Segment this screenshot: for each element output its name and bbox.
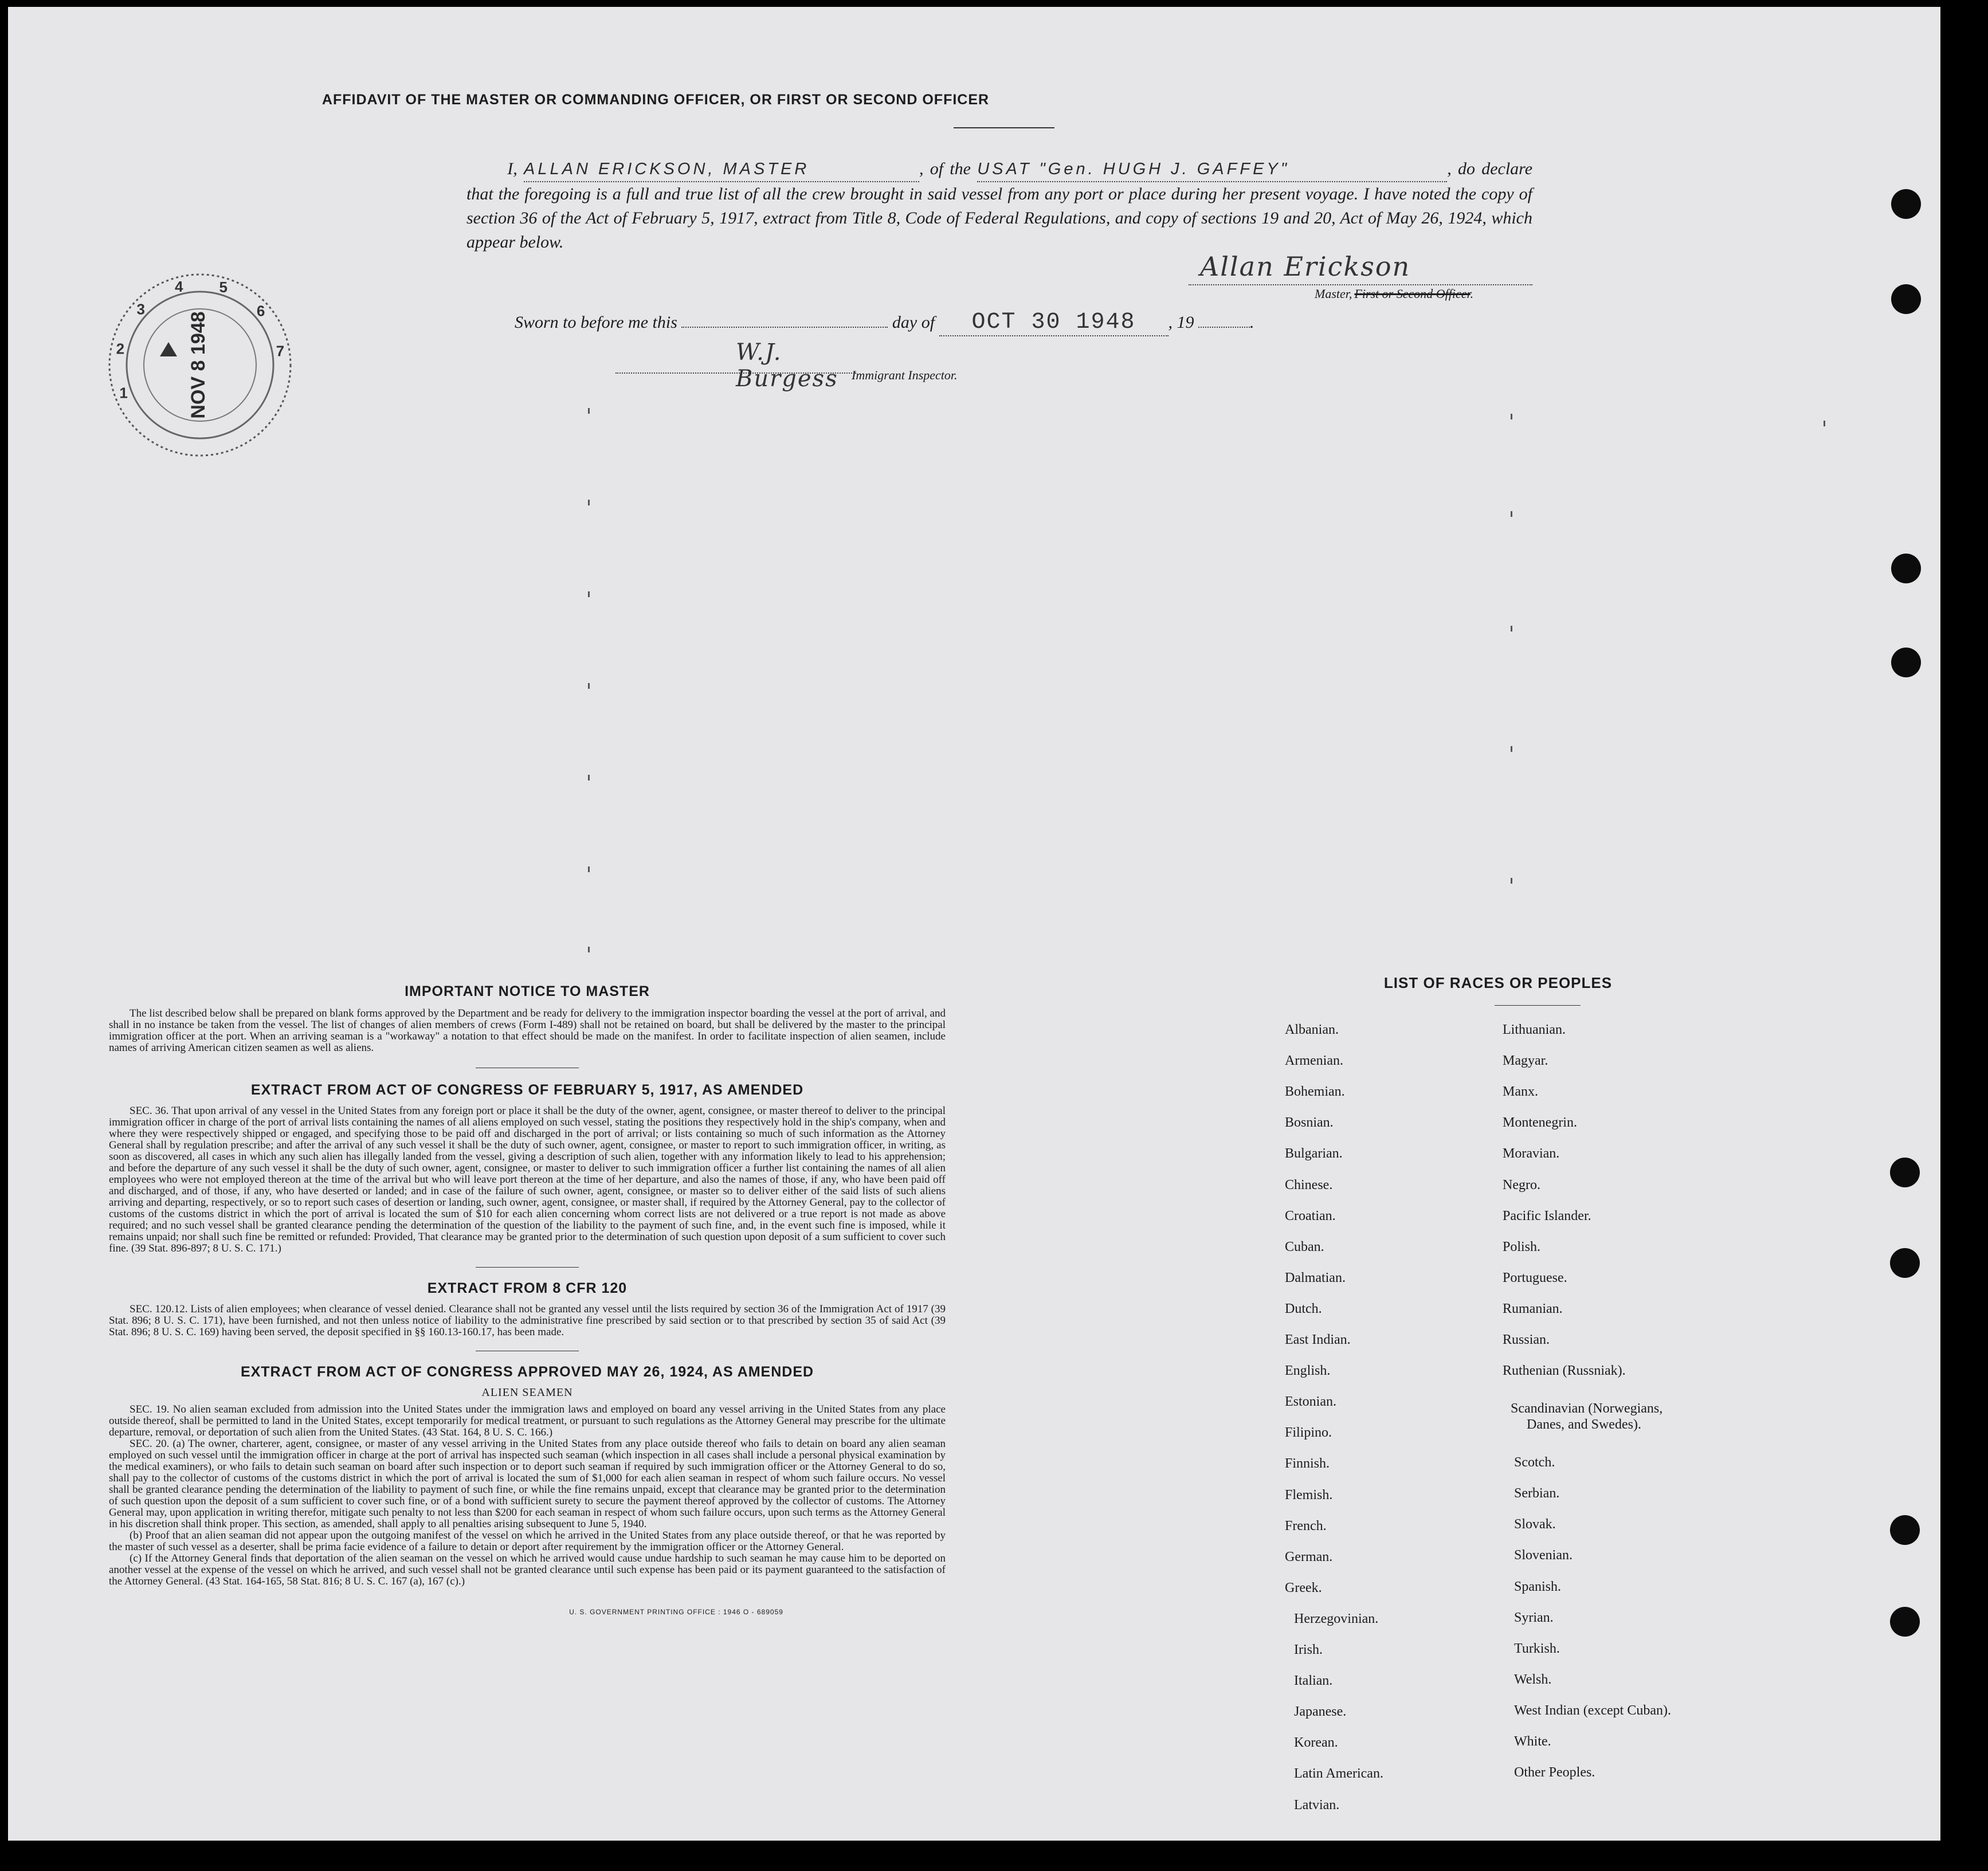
inspection-seal-stamp: [105, 270, 295, 460]
race-item: Flemish.: [1285, 1487, 1333, 1503]
seal-ring-number: 5: [219, 279, 228, 296]
guide-tick: [1511, 626, 1512, 631]
race-item: Chinese.: [1285, 1177, 1333, 1193]
punch-hole: [1891, 284, 1921, 314]
seal-ring-number: 2: [116, 340, 125, 358]
race-item: Magyar.: [1503, 1053, 1548, 1069]
master-label: Master,: [1315, 287, 1352, 301]
sworn-prefix: Sworn to before me this: [515, 313, 677, 332]
race-item: Bulgarian.: [1285, 1146, 1343, 1162]
extract-1924-sec20b: (b) Proof that an alien seaman did not appear upon the outgoing manifest of the vessel on which he arrived in the United States from any place outside thereof, or that he was reported by the master of such vessel as a deserter, shall be prima facie evidence of a failure to detain or deport after requirement by the immigration officer or the Attorney General.: [109, 1529, 946, 1553]
seal-graphic: [105, 270, 295, 460]
document-page: [8, 7, 1940, 1841]
race-item: Armenian.: [1285, 1053, 1343, 1069]
inspector-signature: W.J. Burgess: [736, 339, 838, 392]
sworn-year-prefix: , 19: [1168, 313, 1194, 332]
declaration-i: I,: [507, 159, 517, 178]
sworn-day-field: [681, 327, 888, 328]
race-item: Latin American.: [1294, 1766, 1383, 1782]
guide-tick: [588, 408, 590, 414]
sworn-day-of: day of: [892, 313, 935, 332]
punch-hole: [1890, 1515, 1920, 1545]
race-item: East Indian.: [1285, 1332, 1351, 1347]
races-divider: [1495, 1005, 1581, 1006]
race-item: German.: [1285, 1549, 1333, 1564]
race-item: Slovenian.: [1514, 1548, 1573, 1563]
declaration-paragraph: [466, 157, 1532, 254]
extract-1917-divider: [476, 1267, 579, 1268]
race-item: Filipino.: [1285, 1425, 1332, 1441]
extract-1917-title: EXTRACT FROM ACT OF CONGRESS OF FEBRUARY 5, 1917, AS AMENDED: [250, 1082, 804, 1098]
race-item: Serbian.: [1514, 1486, 1560, 1501]
extract-1924-sec20a: SEC. 20. (a) The owner, charterer, agent, consignee, or master of any vessel arriving in the United States from any place outside thereof who fails to detain on board any alien seaman employed on such vessel until the immigration officer in charge at the port of arrival has inspected such seaman (which inspection in all cases shall include a personal physical examination by the medical examiners), or who fails to detain such seaman on board after such inspection or to deport such seaman if required by such immigration officer or the Attorney General to do so, shall pay to the collector of customs of the customs district in which the port of arrival is located the sum of $1,000 for each alien seaman in respect of whom such failure occurs. No vessel shall be granted clearance pending the determination of the liability to payment of such fine, or while the fine remains unpaid, except that clearance may be granted prior to the determination of such question upon the deposit of a sum sufficient to cover such fine, or of a bond with sufficient surety to secure the payment thereof approved by the collector of customs. The Attorney General may, upon application in writing therefor, mitigate such penalty to not less than $200 for each seaman in respect of whom such failure occurs, upon such terms as the Attorney General in his discretion shall think proper. This section, as amended, shall apply to all penalties arising subsequent to June 5, 1940.: [109, 1438, 946, 1530]
seal-ring-number: 4: [174, 277, 183, 295]
extract-1917-text: SEC. 36. That upon arrival of any vessel in the United States from any foreign port or place it shall be the duty of the owner, agent, consignee, or master thereof to deliver to the principal immigration officer in charge of the port of arrival lists containing the names of all aliens employed on such vessel, stating the positions they respectively hold in the ship's company, when and where they were respectively shipped or engaged, and specifying those to be paid off and discharged in the port of arrival; or lists containing so much of such information as the Attorney General shall by regulation prescribe; and after the arrival of any such vessel it shall be the duty of such owner, agent, consignee, or master to report to such immigration officer, in writing, as soon as discovered, all cases in which any such alien has illegally landed from the vessel, giving a description of such alien, together with any information likely to lead to his apprehension; and before the departure of any such vessel it shall be the duty of such owner, agent, consignee, or master to deliver to such immigration officer a further list containing the names of all alien employees who were not employed thereon at the time of the arrival but who will leave port thereon at the time of her departure, and also the names of those, if any, who have been paid off and discharged, and of those, if any, who have deserted or landed; and in case of the failure of such owner, agent, consignee, or master so to deliver either of the said lists of such aliens arriving and departing, respectively, or so to report such cases of desertion or landing, such owner, agent, consignee, or master shall, if required by the Attorney General, pay to the collector of customs of the customs district in which the port of arrival is located the sum of $10 for each alien concerning whom correct lists are not delivered or a true report is not made as above required; and no such vessel shall be granted clearance pending the determination of the question of the liability to the payment of such fine, and, in the event such fine is imposed, while it remains unpaid; nor shall such fine be remitted or refunded: Provided, That clearance may be granted prior to the determination of such question upon deposit of a sum sufficient to cover such fine. (39 Stat. 896-897; 8 U. S. C. 171.): [109, 1105, 946, 1254]
guide-tick: [588, 683, 590, 689]
master-label-end: .: [1470, 287, 1474, 301]
sworn-year-end: .: [1250, 313, 1254, 332]
punch-hole: [1891, 648, 1921, 677]
race-item: West Indian (except Cuban).: [1514, 1703, 1671, 1718]
race-item: Welsh.: [1514, 1672, 1552, 1687]
race-item: Bosnian.: [1285, 1115, 1334, 1131]
seal-ring-number: 1: [119, 384, 128, 402]
race-item: Albanian.: [1285, 1022, 1339, 1037]
guide-tick: [1511, 414, 1512, 419]
race-item: Greek.: [1285, 1580, 1322, 1595]
race-item: Herzegovinian.: [1294, 1611, 1379, 1626]
race-item: French.: [1285, 1518, 1327, 1533]
race-item: Latvian.: [1294, 1797, 1340, 1813]
guide-tick: [588, 775, 590, 780]
guide-tick: [588, 500, 590, 505]
master-title-line: [1315, 287, 1473, 301]
race-item: Bohemian.: [1285, 1084, 1345, 1100]
race-item: Manx.: [1503, 1084, 1538, 1100]
extract-1924-sec20c: (c) If the Attorney General finds that deportation of the alien seaman on the vessel on which he arrived would cause undue hardship to such seaman he may cause him to be deported on another vessel at the expense of the vessel on which he arrived, and such vessel shall not be granted clearance until such expense has been paid or its payment guaranteed to the satisfaction of the Attorney General. (43 Stat. 164-165, 58 Stat. 816; 8 U. S. C. 167 (a), 167 (c).): [109, 1552, 946, 1587]
race-item: Scandinavian (Norwegians,: [1511, 1401, 1663, 1417]
race-item: Turkish.: [1514, 1641, 1560, 1656]
race-item: Syrian.: [1514, 1610, 1554, 1625]
races-title: LIST OF RACES OR PEOPLES: [1383, 974, 1613, 991]
race-item: Ruthenian (Russniak).: [1503, 1363, 1626, 1379]
extract-1924-title: EXTRACT FROM ACT OF CONGRESS APPROVED MAY 26, 1924, AS AMENDED: [240, 1364, 814, 1380]
guide-tick: [588, 947, 590, 952]
race-item: Scotch.: [1514, 1455, 1555, 1470]
race-item: Irish.: [1294, 1642, 1323, 1657]
race-item: Danes, and Swedes).: [1527, 1417, 1641, 1433]
race-item: White.: [1514, 1734, 1551, 1749]
sworn-line: [515, 309, 1254, 336]
race-item: Rumanian.: [1503, 1301, 1563, 1316]
notice-title: IMPORTANT NOTICE TO MASTER: [405, 983, 650, 999]
race-item: Portuguese.: [1503, 1270, 1567, 1285]
guide-tick: [588, 591, 590, 597]
declaration-body: that the foregoing is a full and true list of all the crew brought in said vessel from any port or place during her present voyage. I have noted the copy of section 36 of the Act of February 5, 1917, extract from Title 8, Code of Federal Regulations, and copy of sections 19 and 20, Act of May 26, 1924, which appear below.: [466, 185, 1532, 252]
race-item: Other Peoples.: [1514, 1765, 1595, 1780]
punch-hole: [1890, 1248, 1920, 1278]
extract-1924-subtitle: ALIEN SEAMEN: [481, 1386, 573, 1399]
inspector-signature-line: [615, 339, 856, 392]
master-signature: Allan Erickson: [1200, 251, 1411, 282]
affidavit-title: AFFIDAVIT OF THE MASTER OR COMMANDING OFFICER, OR FIRST OR SECOND OFFICER: [321, 92, 990, 108]
master-signature-line: [1189, 249, 1532, 285]
seal-ring-number: 3: [136, 300, 145, 318]
race-item: Moravian.: [1503, 1146, 1560, 1162]
race-item: Russian.: [1503, 1332, 1550, 1347]
race-item: Lithuanian.: [1503, 1022, 1566, 1037]
master-name-field: [524, 157, 919, 182]
punch-hole: [1891, 554, 1921, 583]
race-item: Spanish.: [1514, 1579, 1562, 1594]
race-item: Cuban.: [1285, 1239, 1324, 1254]
title-divider: [954, 127, 1054, 128]
extract-1924-sec19: SEC. 19. No alien seaman excluded from admission into the United States under the immigration laws and employed on board any vessel arriving in the United States from any place outside thereof, shall be permitted to land in the United States, except temporarily for medical treatment, or pursuant to such regulations as the Attorney General may prescribe for the ultimate departure, removal, or deportation of such alien from the United States. (43 Stat. 164, 8 U. S. C. 166.): [109, 1403, 946, 1438]
race-item: Dalmatian.: [1285, 1270, 1346, 1285]
vessel-name-handwritten: USAT "Gen. HUGH J. GAFFEY": [977, 160, 1290, 178]
extract-cfr-text: SEC. 120.12. Lists of alien employees; when clearance of vessel denied. Clearance shall not be granted any vessel until the lists required by section 36 of the Immigration Act of 1917 (39 Stat. 896; 8 U. S. C. 171), have been furnished, and not then unless notice of liability to the administrative fine prescribed by said section or to that prescribed by section 35 of said Act (39 Stat. 896; 8 U. S. C. 169) having been served, the deposit specified in §§ 160.13-160.17, has been made.: [109, 1303, 946, 1338]
inspector-label: Immigrant Inspector.: [852, 368, 958, 382]
race-item: Negro.: [1503, 1177, 1540, 1193]
extract-cfr-title: EXTRACT FROM 8 CFR 120: [427, 1280, 628, 1296]
guide-tick: [1511, 878, 1512, 884]
declaration-do-declare: , do declare: [1447, 159, 1533, 178]
race-item: Estonian.: [1285, 1394, 1336, 1410]
sworn-month-field: [939, 309, 1169, 336]
sworn-year-field: [1198, 327, 1250, 328]
seal-ring-number: 7: [276, 342, 285, 360]
race-item: Croatian.: [1285, 1208, 1336, 1223]
race-item: Korean.: [1294, 1735, 1338, 1751]
master-name-handwritten: ALLAN ERICKSON, MASTER: [524, 160, 810, 178]
race-item: Slovak.: [1514, 1517, 1556, 1532]
punch-hole: [1890, 1607, 1920, 1637]
sworn-date-stamp: OCT 30 1948: [971, 309, 1136, 335]
punch-hole: [1890, 1158, 1920, 1187]
seal-date: NOV 8 1948: [187, 311, 209, 419]
declaration-of-the: , of the: [919, 159, 971, 178]
notice-section: [109, 983, 946, 1616]
race-item: Japanese.: [1294, 1704, 1347, 1720]
punch-hole: [1891, 189, 1921, 219]
struck-officer-label: First or Second Officer: [1354, 287, 1471, 301]
race-item: Pacific Islander.: [1503, 1208, 1591, 1223]
seal-ring-number: 6: [256, 302, 265, 320]
race-item: Finnish.: [1285, 1456, 1330, 1472]
gpo-imprint: U. S. GOVERNMENT PRINTING OFFICE : 1946 O - 689059: [569, 1608, 783, 1616]
race-item: Polish.: [1503, 1239, 1541, 1254]
race-item: Italian.: [1294, 1673, 1333, 1689]
guide-tick: [588, 866, 590, 872]
guide-tick: [1511, 746, 1512, 752]
vessel-name-field: [977, 157, 1447, 182]
guide-tick: [1511, 511, 1512, 517]
notice-text: The list described below shall be prepared on blank forms approved by the Department and be ready for delivery to the immigration inspector boarding the vessel at the port of arrival, and shall in no instance be taken from the vessel. The list of changes of alien members of crews (Form I-489) shall not be retained on board, but shall be delivered by the master to the principal immigration officer at the port. When an arriving seaman is a "workaway" a notation to that effect should be made on the manifest. In order to facilitate inspection of alien seamen, include names of arriving American citizen seamen as well as aliens.: [109, 1007, 946, 1054]
race-item: Dutch.: [1285, 1301, 1322, 1316]
guide-tick: [1824, 421, 1825, 426]
race-item: English.: [1285, 1363, 1331, 1379]
race-item: Montenegrin.: [1503, 1115, 1577, 1131]
